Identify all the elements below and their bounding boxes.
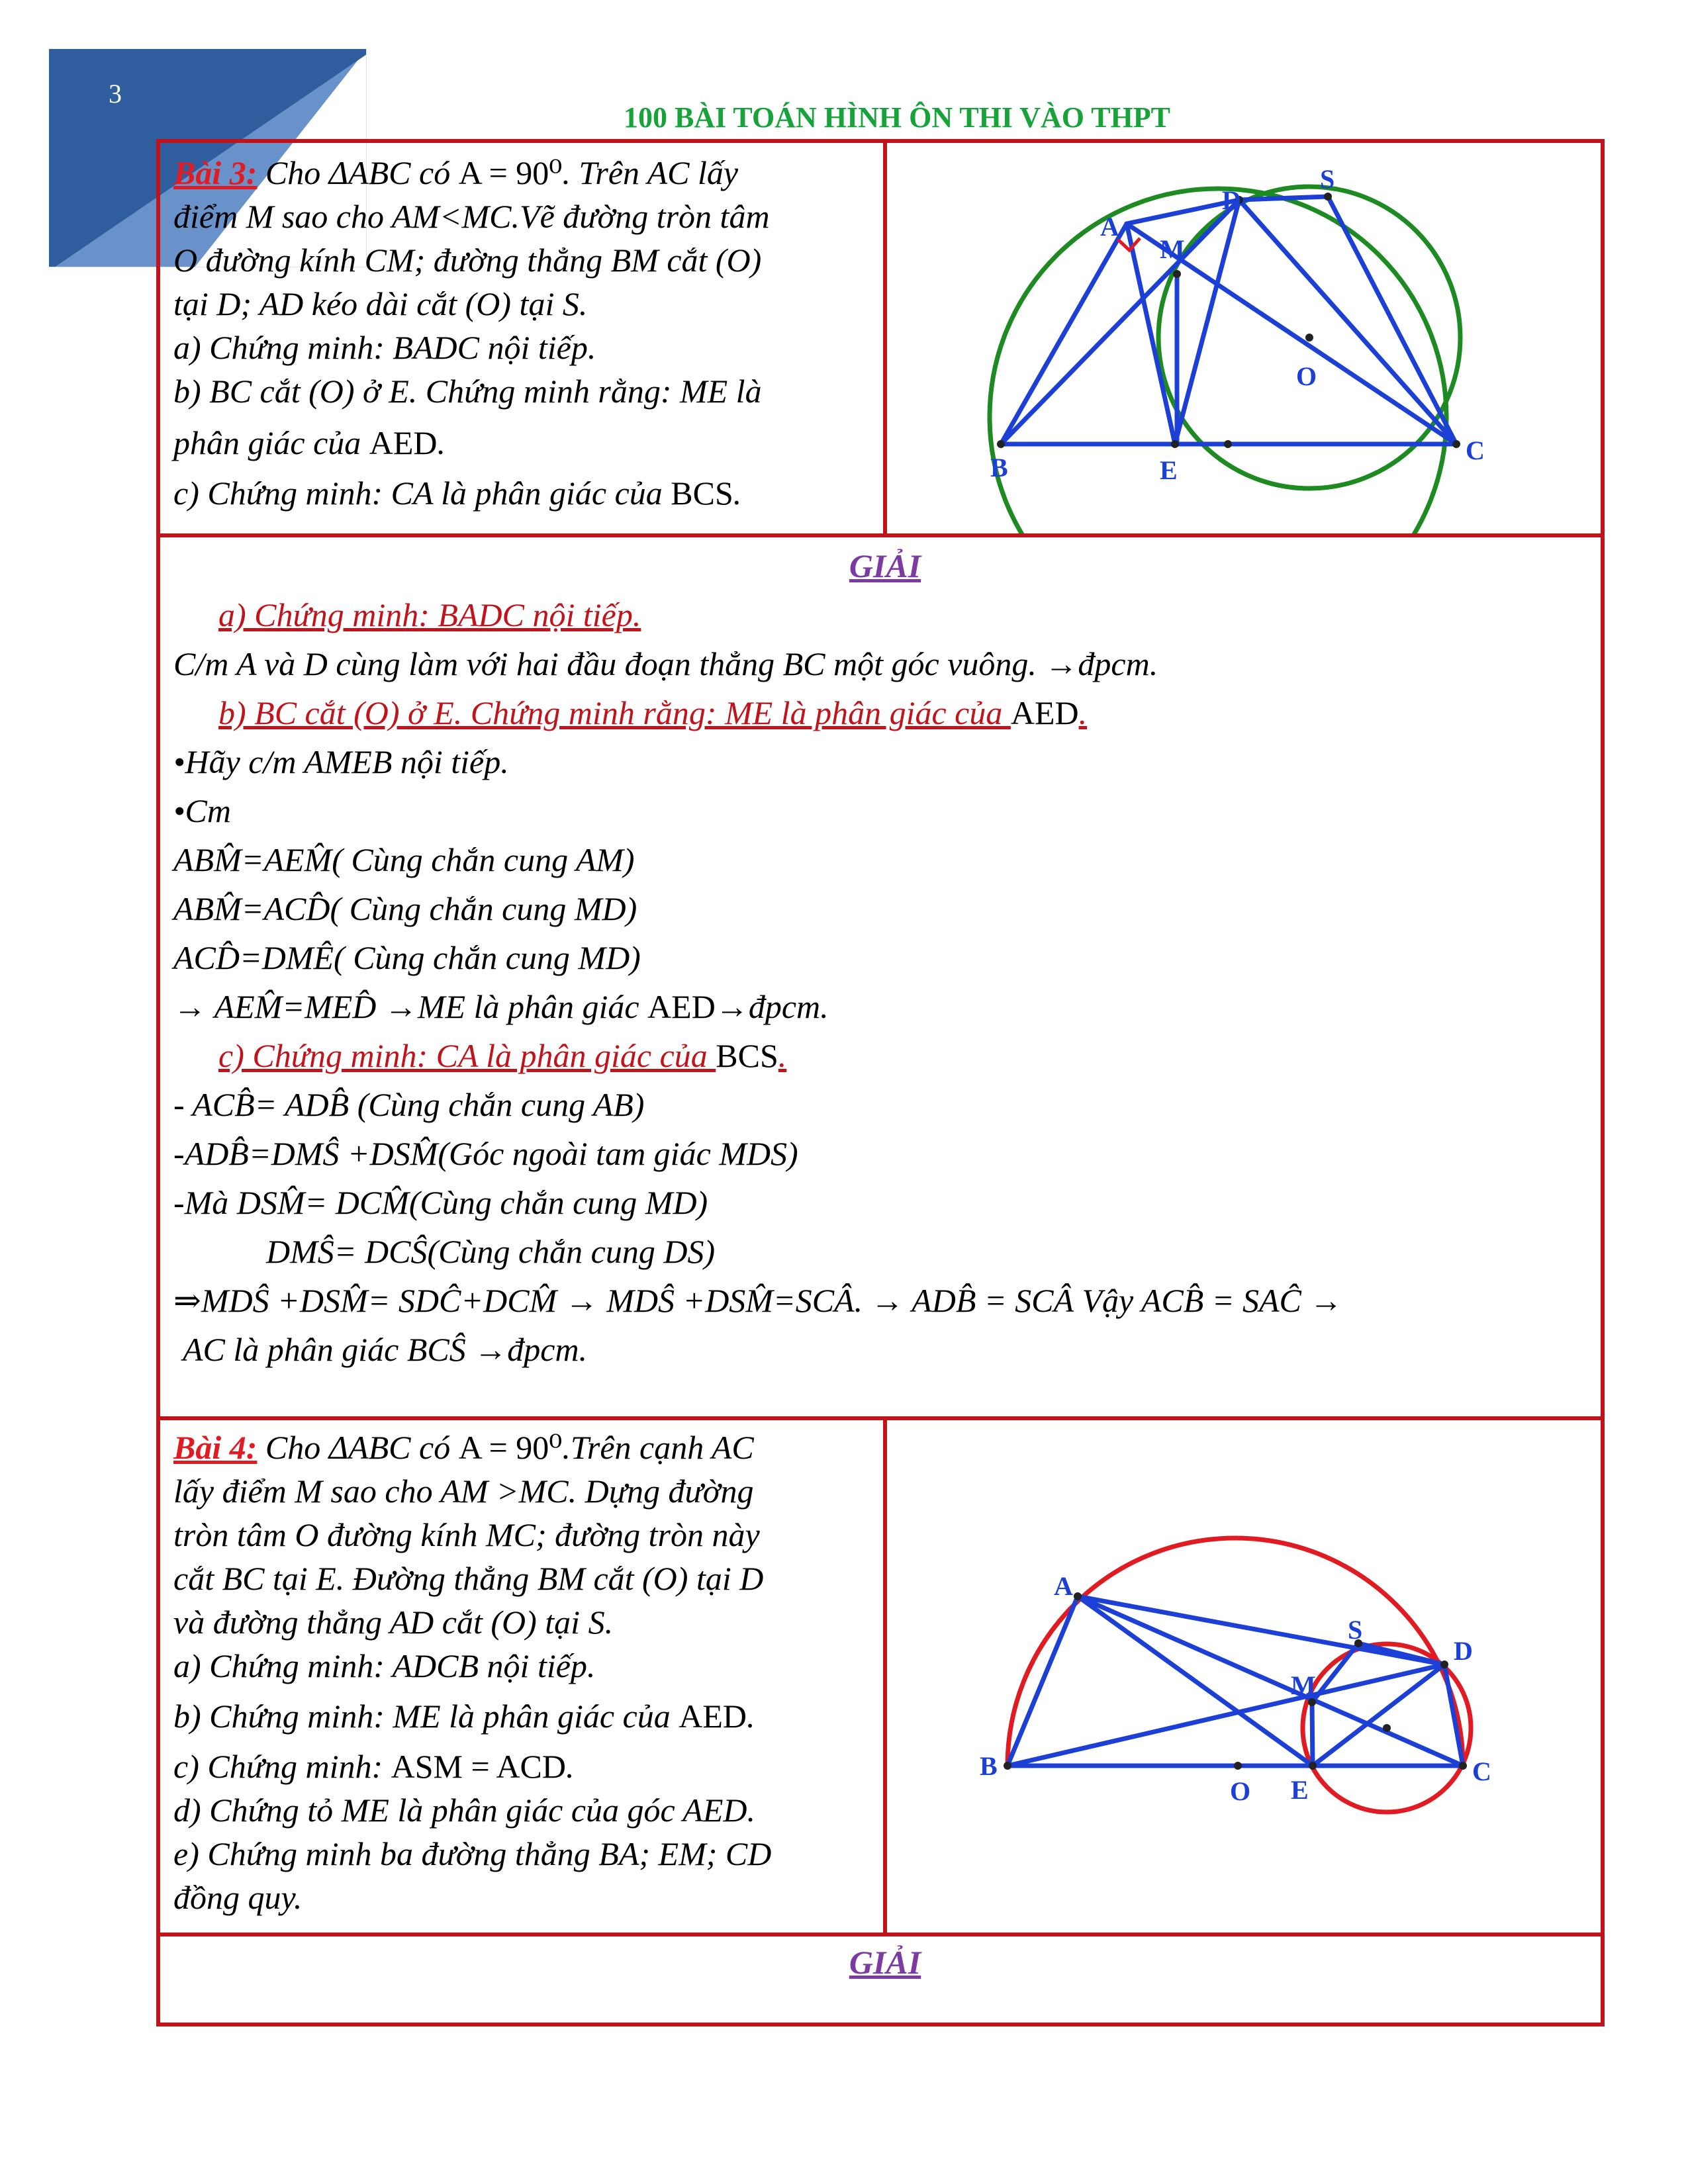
bai3-text: Cho ΔABC có <box>265 154 459 191</box>
bai4-text: lấy điểm M sao cho AM >MC. Dựng đường <box>173 1473 754 1510</box>
proof-line: DMŜ= DCŜ(Cùng chắn cung DS) <box>266 1233 716 1270</box>
bai3-problem <box>173 151 875 515</box>
angle-aed: AED <box>1010 694 1079 731</box>
label-d: D <box>1454 1636 1473 1666</box>
angle-aed: AED <box>647 988 716 1025</box>
proof-line: •Cm <box>173 792 231 829</box>
bai3-part-b-title: b) BC cắt (O) ở E. Chứng minh rằng: ME là phân giác của <box>218 694 1011 731</box>
bai3-text: O đường kính CM; đường thẳng BM cắt (O) <box>173 242 762 279</box>
bai4-title: Bài 4: <box>173 1429 258 1466</box>
bai4-problem <box>173 1426 875 1919</box>
label-c: C <box>1472 1756 1491 1786</box>
bai3-part-a-proof: C/m A và D cùng làm với hai đầu đoạn thẳng BC một góc vuông. →đpcm. <box>173 645 1158 682</box>
bai3-question-a: a) Chứng minh: BADC nội tiếp. <box>173 329 596 366</box>
label-m: M <box>1291 1670 1316 1700</box>
bai4-solution <box>173 1938 1597 1987</box>
label-m: M <box>1160 234 1185 264</box>
bai4-text: .Trên cạnh AC <box>562 1429 754 1466</box>
label-a: A <box>1100 212 1119 242</box>
bai3-text: phân giác của <box>173 424 369 461</box>
divider-bai4-solution <box>156 1933 1605 1936</box>
bai4-figure <box>887 1420 1602 1933</box>
bai4-text: đồng quy. <box>173 1879 303 1916</box>
angle-asm-acd: ASM = ACD <box>391 1748 567 1785</box>
angle-aed: AED <box>369 424 438 461</box>
bai3-part-c-title: c) Chứng minh: CA là phân giác của <box>218 1037 716 1074</box>
angle-a: A = 90⁰ <box>458 1429 563 1466</box>
label-b: B <box>980 1751 998 1781</box>
bai4-text: . <box>566 1748 575 1785</box>
bai4-question-b: b) Chứng minh: ME là phân giác của <box>173 1698 679 1735</box>
bai3-part-a-title: a) Chứng minh: BADC nội tiếp. <box>218 596 641 633</box>
bai4-text: và đường thẳng AD cắt (O) tại S. <box>173 1604 614 1641</box>
proof-line: - ACB̂= ADB̂ (Cùng chắn cung AB) <box>173 1086 645 1123</box>
bai3-text: . <box>733 475 742 512</box>
bai4-text: Cho ΔABC có <box>265 1429 459 1466</box>
bai4-question-a: a) Chứng minh: ADCB nội tiếp. <box>173 1647 596 1684</box>
angle-bcs: BCS <box>716 1037 778 1074</box>
bai4-question-e: e) Chứng minh ba đường thẳng BA; EM; CD <box>173 1835 772 1872</box>
proof-line: ⇒MDŜ +DSM̂= SDĈ+DCM̂ → MDŜ +DSM̂=SCÂ. → ADB̂ = SCÂ Vậy ACB̂ = SAĈ → <box>173 1282 1343 1319</box>
bai3-text: . Trên AC lấy <box>562 154 739 191</box>
bai3-giai-heading: GIẢI <box>849 547 921 584</box>
bai4-giai-heading: GIẢI <box>849 1944 921 1981</box>
label-d: D <box>1222 185 1241 215</box>
circumcircle-badc <box>990 189 1446 533</box>
label-b: B <box>990 453 1008 482</box>
proof-line: →đpcm. <box>715 988 829 1025</box>
bai3-figure <box>887 143 1602 533</box>
punctuation: . <box>778 1037 787 1074</box>
angle-a: A = 90⁰ <box>458 154 563 191</box>
label-o: O <box>1296 361 1317 391</box>
bai3-question-c: c) Chứng minh: CA là phân giác của <box>173 475 671 512</box>
proof-line: -ADB̂=DMŜ +DSM̂(Góc ngoài tam giác MDS) <box>173 1135 798 1172</box>
proof-line: ABM̂=ACD̂( Cùng chắn cung MD) <box>173 890 637 927</box>
label-o: O <box>1230 1776 1251 1806</box>
proof-line: ABM̂=AEM̂( Cùng chắn cung AM) <box>173 841 635 878</box>
bai3-text: tại D; AD kéo dài cắt (O) tại S. <box>173 285 588 322</box>
proof-line: -Mà DSM̂= DCM̂(Cùng chắn cung MD) <box>173 1184 708 1221</box>
punctuation: . <box>1078 694 1088 731</box>
proof-line: •Hãy c/m AMEB nội tiếp. <box>173 743 509 780</box>
bai3-solution <box>173 541 1597 1374</box>
bai3-question-b: b) BC cắt (O) ở E. Chứng minh rằng: ME là <box>173 373 762 410</box>
bai3-text: điểm M sao cho AM<MC.Vẽ đường tròn tâm <box>173 198 770 235</box>
bai4-text: tròn tâm O đường kính MC; đường tròn này <box>173 1516 760 1553</box>
bai4-text: cắt BC tại E. Đường thẳng BM cắt (O) tại D <box>173 1560 764 1597</box>
bai3-text: . <box>437 424 446 461</box>
label-e: E <box>1291 1775 1309 1805</box>
angle-aed: AED <box>679 1698 747 1735</box>
bai4-question-c: c) Chứng minh: <box>173 1748 391 1785</box>
proof-line: AC là phân giác BCŜ →đpcm. <box>183 1331 588 1368</box>
label-s: S <box>1320 164 1335 194</box>
label-c: C <box>1466 435 1485 465</box>
bai4-text: . <box>747 1698 755 1735</box>
proof-line: → AEM̂=MED̂ →ME là phân giác <box>173 988 648 1025</box>
page-number: 3 <box>109 79 122 109</box>
label-a: A <box>1054 1571 1073 1601</box>
label-e: E <box>1160 455 1178 485</box>
angle-bcs: BCS <box>671 475 733 512</box>
bai4-question-d: d) Chứng tỏ ME là phân giác của góc AED. <box>173 1792 756 1829</box>
bai3-title: Bài 3: <box>173 154 258 191</box>
page-header: 100 BÀI TOÁN HÌNH ÔN THI VÀO THPT <box>623 101 1170 134</box>
proof-line: ACD̂=DMÊ( Cùng chắn cung MD) <box>173 939 641 976</box>
label-s: S <box>1348 1615 1363 1645</box>
divider-bai3-solution <box>156 533 1605 537</box>
